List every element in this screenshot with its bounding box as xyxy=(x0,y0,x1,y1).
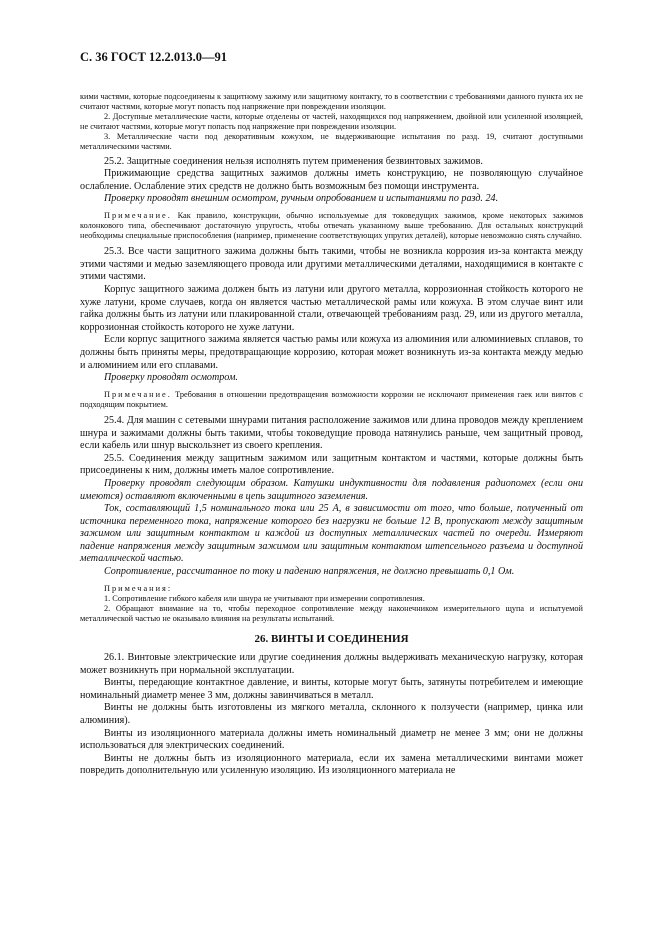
note-heading: Примечание. xyxy=(104,389,172,399)
paragraph: Винты не должны быть изготовлены из мягкого металла, склонного к ползучести (например, цинка или алюминия). xyxy=(80,702,583,726)
notes-item-1: 1. Сопротивление гибкого кабеля или шнура не учитывают при измерении сопротивления. xyxy=(104,593,425,603)
clause-25-3: 25.3. Все части защитного зажима должны быть такими, чтобы не возникла коррозия из-за контакта между этими частями и медью заземляющего провода или другими металлическими деталями, находящимися в контакте с этими частями. xyxy=(80,246,583,283)
note xyxy=(80,390,583,410)
note-text: Требования в отношении предотвращения возможности коррозии не исключают применения гаек или винтов с подходящим покрытием. xyxy=(80,389,583,409)
test-requirement: Сопротивление, рассчитанное по току и падению напряжения, не должно превышать 0,1 Ом. xyxy=(104,566,515,578)
paragraph-continuation: кими частями, которые подсоединены к защитному зажиму или защитному контакту, то в соответствии с требованиями данного пункта их не считают частями, которые могут попасть под напряжение при повреждении изоляции. xyxy=(80,92,583,112)
note-text: Как правило, конструкции, обычно используемые для токоведущих зажимов, кроме некоторых зажимов колонкового типа, обеспечивают достаточную упругость, чтобы отвечать указанному выше требованию. Для остальных конструкций необходимы специальные приспособления (например, применение соответствующих упругих деталей), которые невозможно снять случайно. xyxy=(80,210,583,241)
page-header: С. 36 ГОСТ 12.2.013.0—91 xyxy=(80,50,228,64)
paragraph: Корпус защитного зажима должен быть из латуни или другого металла, коррозионная стойкость которого не хуже латуни, кроме случаев, когда он является частью металлической рамы или кожуха. В этом случае винт или гайка должны быть из латуни или плакированной стали, отвечающей требованиям разд. 29, или из другого металла, коррозионная стойкость которого не хуже латуни. xyxy=(80,284,583,333)
clause-26-1: 26.1. Винтовые электрические или другие соединения должны выдерживать механическую нагрузку, которая может возникнуть при нормальной эксплуатации. xyxy=(80,652,583,676)
note-item-3: 3. Металлические части под декоративным кожухом, не выдерживающие испытания по разд. 19, считают доступными металлическими частями. xyxy=(80,132,583,152)
page-body xyxy=(80,92,583,778)
notes-item-2: 2. Обращают внимание на то, чтобы переходное сопротивление между наконечником измерительного щупа и испытуемой металлической частью не оказывало влияния на результаты испытаний. xyxy=(80,603,583,623)
check-method: Проверку проводят осмотром. xyxy=(104,372,238,384)
paragraph: Винты из изоляционного материала должны иметь номинальный диаметр не менее 3 мм; они не должны использоваться для электрических соединений. xyxy=(80,727,583,752)
note-item-2: 2. Доступные металлические части, которые отделены от частей, находящихся под напряжением, двойной или усиленной изоляцией, не считают частями, которые могут попасть под напряжение при повреждении изоляции. xyxy=(80,112,583,132)
note xyxy=(80,211,583,241)
check-method: Проверку проводят внешним осмотром, ручным опробованием и испытаниями по разд. 24. xyxy=(104,193,499,205)
section-title: 26. ВИНТЫ И СОЕДИНЕНИЯ xyxy=(254,633,409,646)
clause-25-4: 25.4. Для машин с сетевыми шнурами питания расположение зажимов или длина проводов между креплением шнура и зажимами должны быть такими, чтобы токоведущие провода натянулись раньше, чем защитный провод, если кабель или шнур выскользнет из своего крепления. xyxy=(80,414,583,452)
clause-25-5: 25.5. Соединения между защитным зажимом или защитным контактом и частями, которые должны быть присоединены к ним, должны иметь малое сопротивление. xyxy=(80,452,583,477)
paragraph: Винты не должны быть из изоляционного материала, если их замена металлическими винтами может повредить дополнительную или усиленную изоляцию. Из изоляционного материала не xyxy=(80,752,583,777)
note-heading: Примечание. xyxy=(104,210,172,220)
notes-heading: Примечания: xyxy=(104,583,173,593)
paragraph: Винты, передающие контактное давление, и винты, которые могут быть, затянуты потребителем и имеющие номинальный диаметр менее 3 мм, должны завинчиваться в металл. xyxy=(80,677,583,701)
paragraph: Прижимающие средства защитных зажимов должны иметь конструкцию, не позволяющую случайное ослабление. Ослабление этих средств не должно быть возможным без помощи инструмента. xyxy=(80,168,583,192)
clause-25-2: 25.2. Защитные соединения нельзя исполнять путем применения безвинтовых зажимов. xyxy=(104,155,483,167)
check-method: Проверку проводят следующим образом. Катушки индуктивности для подавления радиопомех (если они имеются) оставляют включенными в цепь защитного заземления. xyxy=(80,477,583,502)
test-procedure: Ток, составляющий 1,5 номинального тока или 25 А, в зависимости от того, что больше, полученный от источника переменного тока, напряжение которого без нагрузки не больше 12 В, пропускают между защитным зажимом или защитным контактом и каждой из доступных металлических частей по очереди. Измеряют падение напряжения между защитным зажимом или защитным контактом штепсельного разъема и доступной металлической частью. xyxy=(80,503,583,565)
paragraph: Если корпус защитного зажима является частью рамы или кожуха из алюминия или алюминиевых сплавов, то должны быть приняты меры, предотвращающие коррозию, которая может возникнуть из-за контакта между медью и алюминием или его сплавами. xyxy=(80,334,583,371)
